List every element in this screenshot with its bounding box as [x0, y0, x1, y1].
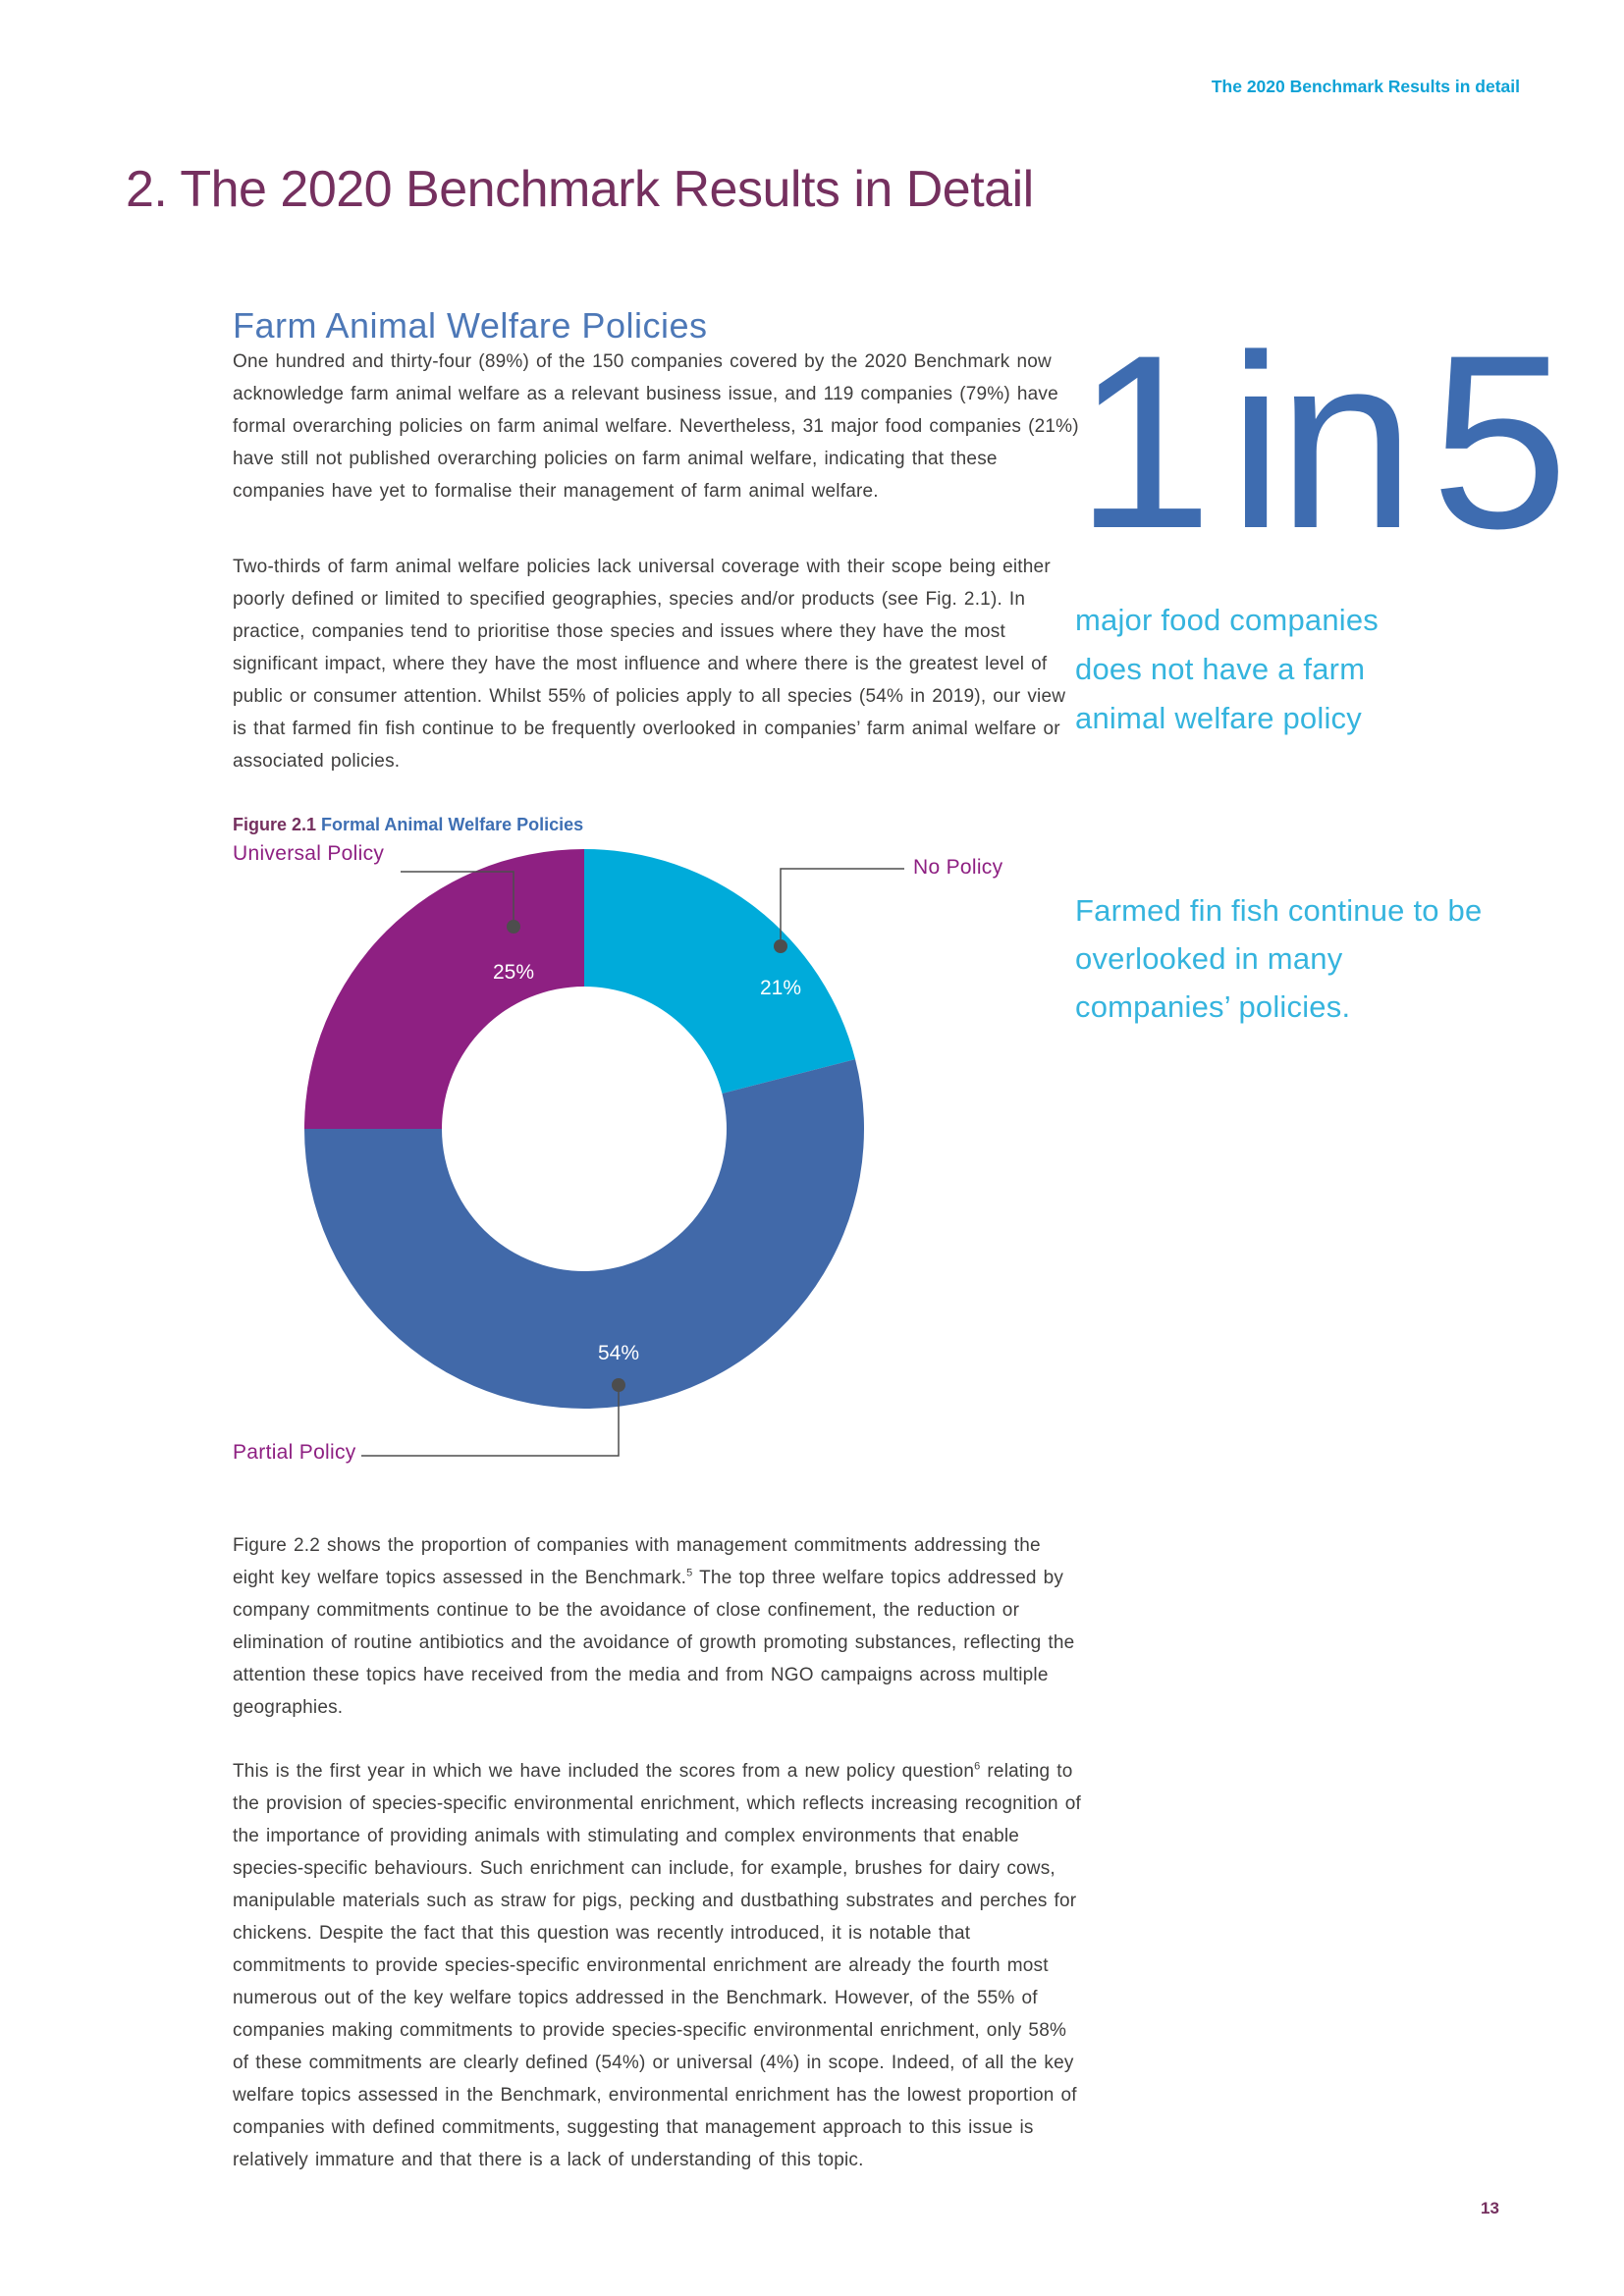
- figure-label: Figure 2.1: [233, 815, 317, 834]
- slice-label-partial-policy: Partial Policy: [233, 1441, 356, 1464]
- donut-segment-no-policy: [584, 849, 855, 1094]
- paragraph-policy-scope: Two-thirds of farm animal welfare policies lack universal coverage with their scope being either poorly defined or limited to specified geographies, species and/or products (see Fig. 2.1). In practice, companies tend to prioritise those species and issues where they have the most significant impact, where they have the most influence and where there is the greatest level of public or consumer attention. Whilst 55% of policies apply to all species (54% in 2019), our view is that farmed fin fish continue to be frequently overlooked in companies’ farm animal welfare or associated policies.: [233, 557, 1066, 772]
- running-header: The 2020 Benchmark Results in detail: [1211, 77, 1520, 96]
- stat-word: in: [1228, 304, 1410, 580]
- paragraph-environmental-enrichment: This is the first year in which we have included the scores from a new policy question$^6$ relating to the provision of species-specific environmental enrichment, which reflects increasing recognition of the importance of providing animals with stimulating and complex environments that enable species-specific behaviours. Such enrichment can include, for example, brushes for dairy cows, manipulable materials such as straw for pigs, pecking and dustbathing substrates and perches for chickens. Despite the fact that this question was recently introduced, it is notable that commitments to provide species-specific environmental enrichment are already the fourth most numerous out of the key welfare topics addressed in the Benchmark. However, of the 55% of companies making commitments to provide species-specific environmental enrichment, only 58% of these commitments are clearly defined (54%) or universal (4%) in scope. Indeed, of all the key welfare topics assessed in the Benchmark, environmental enrichment has the lowest proportion of companies with defined commitments, suggesting that management approach to this issue is relatively immature and that there is a lack of understanding of this topic.: [233, 1760, 1082, 2170]
- donut-chart: [0, 834, 1080, 1512]
- paragraph-policies-overview: One hundred and thirty-four (89%) of the 150 companies covered by the 2020 Benchmark now acknowledge farm animal welfare as a relevant business issue, and 119 companies (79%) have formal overarching policies on farm animal welfare. Nevertheless, 31 major food companies (21%) have still not published overarching policies on farm animal welfare, indicating that these companies have yet to formalise their management of farm animal welfare.: [233, 351, 1079, 502]
- leader-dot-universal: [507, 920, 520, 934]
- stat-number-left: 1: [1075, 304, 1208, 580]
- slice-label-universal-policy: Universal Policy: [233, 842, 385, 865]
- percent-partial: 54%: [597, 1342, 640, 1364]
- stat-number-right: 5: [1431, 304, 1563, 580]
- slice-label-no-policy: No Policy: [913, 856, 1003, 879]
- percent-universal: 25%: [492, 961, 535, 984]
- footnote-ref-5: 5: [686, 1567, 693, 1579]
- leader-dot-partial: [612, 1378, 625, 1392]
- figure-title: Formal Animal Welfare Policies: [321, 815, 584, 834]
- stat-caption: major food companies does not have a farm animal welfare policy: [1075, 602, 1379, 735]
- page-title: 2. The 2020 Benchmark Results in Detail: [126, 160, 1034, 218]
- figure-caption: [233, 815, 583, 835]
- leader-dot-no-policy: [774, 939, 787, 953]
- donut-segment-universal-policy: [304, 849, 584, 1129]
- donut-chart-area: [0, 834, 1080, 1512]
- percent-no-policy: 21%: [759, 977, 802, 999]
- stat-callout: [1075, 304, 1563, 743]
- leader-line-no-policy: [781, 869, 904, 939]
- page-number: 13: [1481, 2199, 1499, 2217]
- paragraph-figure-2-2: Figure 2.2 shows the proportion of companies with management commitments addressing the eight key welfare topics assessed in the Benchmark.$^5$ The top three welfare topics addressed by company commitments continue to be the avoidance of close confinement, the reduction or elimination of routine antibiotics and the avoidance of growth promoting substances, reflecting the attention these topics have received from the media and from NGO campaigns across multiple geographies.: [233, 1535, 1075, 1718]
- section-heading: Farm Animal Welfare Policies: [233, 304, 708, 346]
- stat-1-in-5: [1075, 304, 1563, 580]
- pull-quote-fin-fish: Farmed fin fish continue to be overlooked in many companies’ policies.: [1075, 893, 1483, 1024]
- footnote-ref-6: 6: [974, 1760, 981, 1773]
